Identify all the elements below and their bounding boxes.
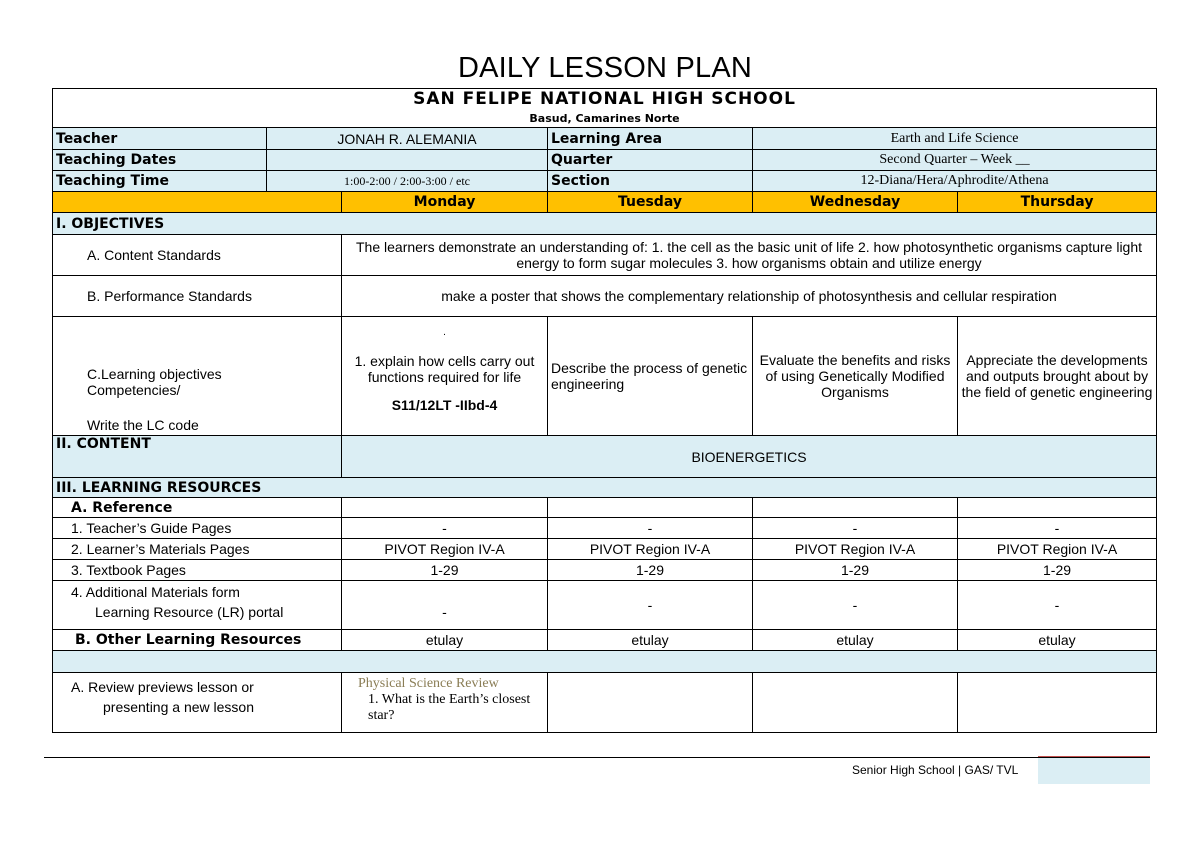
lm-pages-monday: PIVOT Region IV-A bbox=[342, 539, 548, 560]
content-standards-label: A. Content Standards bbox=[53, 235, 342, 276]
tg-pages-label: 1. Teacher’s Guide Pages bbox=[53, 518, 342, 539]
review-label-line-2: presenting a new lesson bbox=[103, 699, 254, 715]
review-monday bbox=[342, 673, 548, 733]
review-title: Physical Science Review bbox=[358, 676, 499, 691]
day-tuesday: Tuesday bbox=[548, 192, 753, 213]
additional-materials-label bbox=[53, 581, 342, 630]
footer-text: Senior High School | GAS/ TVL bbox=[852, 763, 1019, 777]
other-resources-wednesday: etulay bbox=[753, 630, 958, 651]
learning-area-value: Earth and Life Science bbox=[753, 128, 1157, 150]
review-tuesday bbox=[548, 673, 753, 733]
other-resources-tuesday: etulay bbox=[548, 630, 753, 651]
other-resources-label: B. Other Learning Resources bbox=[53, 630, 342, 651]
review-wednesday bbox=[753, 673, 958, 733]
additional-label-line-1: 4. Additional Materials form bbox=[71, 584, 240, 600]
tg-pages-wednesday: - bbox=[753, 518, 958, 539]
footer-accent-line bbox=[1038, 756, 1150, 757]
objectives-heading: I. OBJECTIVES bbox=[53, 213, 1157, 235]
review-lesson-label bbox=[53, 673, 342, 733]
day-monday: Monday bbox=[342, 192, 548, 213]
review-label-line-1: A. Review previews lesson or bbox=[71, 679, 254, 695]
review-thursday bbox=[958, 673, 1157, 733]
additional-thursday: - bbox=[958, 581, 1157, 630]
school-name-cell bbox=[53, 89, 1157, 110]
tg-pages-tuesday: - bbox=[548, 518, 753, 539]
other-resources-monday: etulay bbox=[342, 630, 548, 651]
lm-pages-thursday: PIVOT Region IV-A bbox=[958, 539, 1157, 560]
learning-area-label: Learning Area bbox=[548, 128, 753, 150]
footer-page-box bbox=[1038, 758, 1150, 784]
performance-standards-label: B. Performance Standards bbox=[53, 276, 342, 317]
reference-thursday bbox=[958, 498, 1157, 518]
performance-standards-value: make a poster that shows the complementary relationship of photosynthesis and cellular respiration bbox=[342, 276, 1157, 317]
footer-divider bbox=[44, 757, 1150, 758]
lc-label-line-2: Competencies/ bbox=[87, 382, 181, 398]
monday-lc-code: S11/12LT -IIbd-4 bbox=[391, 397, 498, 413]
reference-monday bbox=[342, 498, 548, 518]
other-resources-thursday: etulay bbox=[958, 630, 1157, 651]
learning-objectives-label bbox=[53, 317, 342, 436]
objective-thursday: Appreciate the developments and outputs brought about by the field of genetic engineering bbox=[958, 317, 1157, 436]
additional-monday: - bbox=[342, 581, 548, 630]
school-name: SAN FELIPE NATIONAL HIGH SCHOOL bbox=[413, 89, 796, 110]
teacher-value: JONAH R. ALEMANIA bbox=[267, 128, 548, 150]
objective-tuesday: Describe the process of genetic engineering bbox=[548, 317, 753, 436]
procedures-heading-row bbox=[53, 651, 1157, 673]
day-thursday: Thursday bbox=[958, 192, 1157, 213]
school-address: Basud, Camarines Norte bbox=[529, 112, 680, 126]
textbook-pages-tuesday: 1-29 bbox=[548, 560, 753, 581]
tg-pages-thursday: - bbox=[958, 518, 1157, 539]
review-item: 1. What is the Earth’s closest star? bbox=[368, 692, 531, 723]
document-title: DAILY LESSON PLAN bbox=[457, 52, 753, 84]
resources-heading: III. LEARNING RESOURCES bbox=[53, 478, 1157, 498]
section-label: Section bbox=[548, 171, 753, 192]
lc-label-line-3: Write the LC code bbox=[87, 417, 199, 433]
day-wednesday: Wednesday bbox=[753, 192, 958, 213]
reference-tuesday bbox=[548, 498, 753, 518]
monday-objective: 1. explain how cells carry out functions required for life bbox=[354, 353, 535, 385]
additional-wednesday: - bbox=[753, 581, 958, 630]
textbook-pages-thursday: 1-29 bbox=[958, 560, 1157, 581]
content-standards-value: The learners demonstrate an understanding of: 1. the cell as the basic unit of life 2. how photosynthetic organisms capture light energy to form sugar molecules 3. how organisms obtain and utilize energy bbox=[342, 235, 1157, 276]
teacher-label: Teacher bbox=[53, 128, 267, 150]
textbook-pages-monday: 1-29 bbox=[342, 560, 548, 581]
quarter-label: Quarter bbox=[548, 150, 753, 171]
lm-pages-label: 2. Learner’s Materials Pages bbox=[53, 539, 342, 560]
content-value: BIOENERGETICS bbox=[342, 436, 1157, 478]
tg-pages-monday: - bbox=[342, 518, 548, 539]
objective-wednesday: Evaluate the benefits and risks of using Genetically Modified Organisms bbox=[753, 317, 958, 436]
textbook-pages-wednesday: 1-29 bbox=[753, 560, 958, 581]
teaching-dates-value bbox=[267, 150, 548, 171]
reference-label: A. Reference bbox=[53, 498, 342, 518]
textbook-pages-label: 3. Textbook Pages bbox=[53, 560, 342, 581]
teaching-time-label: Teaching Time bbox=[53, 171, 267, 192]
lc-label-line-1: C.Learning objectives bbox=[87, 366, 222, 382]
content-heading: II. CONTENT bbox=[53, 436, 342, 478]
lm-pages-wednesday: PIVOT Region IV-A bbox=[753, 539, 958, 560]
teaching-time-value: 1:00-2:00 / 2:00-3:00 / etc bbox=[267, 171, 548, 192]
lm-pages-tuesday: PIVOT Region IV-A bbox=[548, 539, 753, 560]
teaching-dates-label: Teaching Dates bbox=[53, 150, 267, 171]
section-value: 12-Diana/Hera/Aphrodite/Athena bbox=[753, 171, 1157, 192]
reference-wednesday bbox=[753, 498, 958, 518]
days-header-blank bbox=[53, 192, 342, 213]
objective-monday bbox=[342, 317, 548, 436]
lesson-plan-table bbox=[52, 88, 1157, 733]
monday-dot: . bbox=[443, 327, 446, 338]
additional-label-line-2: Learning Resource (LR) portal bbox=[95, 604, 284, 620]
school-address-cell bbox=[53, 110, 1157, 128]
additional-tuesday: - bbox=[548, 581, 753, 630]
quarter-value: Second Quarter – Week __ bbox=[753, 150, 1157, 171]
